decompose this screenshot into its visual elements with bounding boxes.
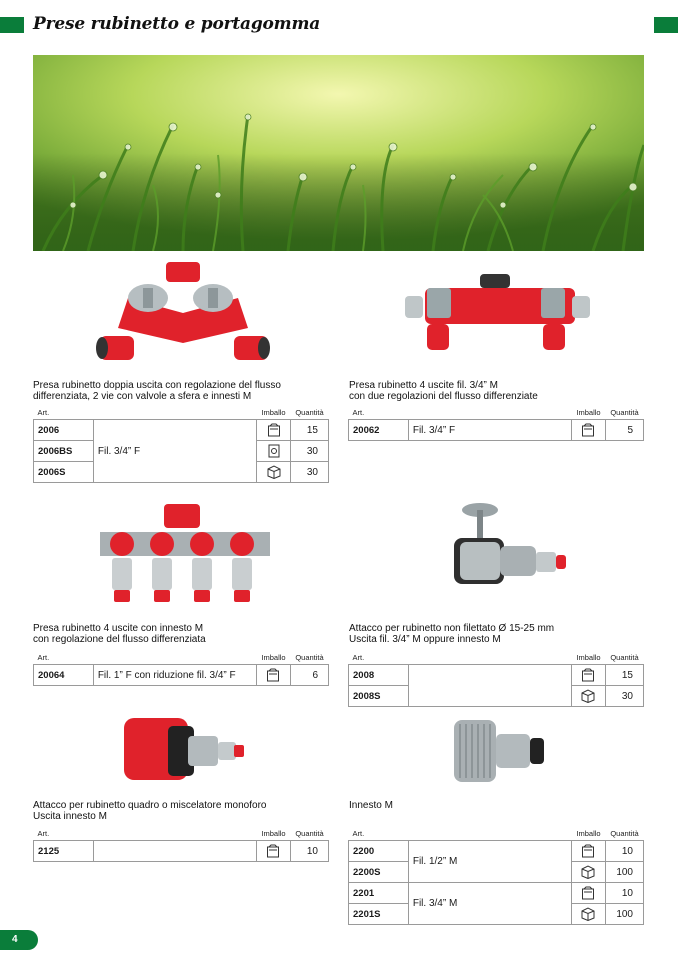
quantity: 10 [605, 841, 643, 862]
bag-icon [572, 883, 606, 904]
article-code: 2008 [349, 665, 409, 686]
product-image-2006 [88, 258, 278, 370]
product-table-2125 [33, 826, 329, 862]
col-header-imballo: Imballo [572, 405, 606, 420]
bag-icon [572, 665, 606, 686]
col-header-quantita: Quantità [605, 405, 643, 420]
col-header-art: Art. [34, 826, 94, 841]
spec-cell: Fil. 1” F con riduzione fil. 3/4” F [93, 665, 256, 686]
col-header-art: Art. [349, 650, 409, 665]
product-table-20064 [33, 650, 329, 686]
quantity: 30 [291, 441, 329, 462]
col-header-quantita: Quantità [605, 650, 643, 665]
blister-icon [257, 441, 291, 462]
article-code: 2006BS [34, 441, 94, 462]
product-image-2200 [452, 712, 548, 792]
table-row [34, 665, 329, 686]
page-title: Prese rubinetto e portagomma [33, 14, 321, 34]
quantity: 15 [605, 665, 643, 686]
col-header-imballo: Imballo [257, 405, 291, 420]
bag-icon [572, 420, 606, 441]
article-code: 2125 [34, 841, 94, 862]
table-row [34, 841, 329, 862]
article-code: 20062 [349, 420, 409, 441]
spec-cell: Fil. 3/4” F [93, 420, 256, 483]
table-row [349, 665, 644, 686]
product-description: Presa rubinetto 4 uscite con innesto M con regolazione del flusso differenziata [33, 623, 206, 645]
quantity: 100 [605, 904, 643, 925]
col-header-quantita: Quantità [290, 650, 328, 665]
quantity: 15 [291, 420, 329, 441]
quantity: 30 [291, 462, 329, 483]
box-icon [572, 904, 606, 925]
product-description: Presa rubinetto 4 uscite fil. 3/4” M con due regolazioni del flusso differenziate [349, 380, 538, 402]
col-header-art: Art. [34, 405, 94, 420]
col-header-art: Art. [349, 405, 409, 420]
quantity: 100 [605, 862, 643, 883]
product-image-2008 [440, 500, 570, 605]
box-icon [257, 462, 291, 483]
article-code: 2201S [349, 904, 409, 925]
spec-cell [408, 665, 571, 707]
col-header-imballo: Imballo [572, 826, 606, 841]
col-header-art: Art. [34, 650, 94, 665]
product-table-2200-2201 [348, 826, 644, 925]
quantity: 10 [290, 841, 328, 862]
article-code: 2008S [349, 686, 409, 707]
spec-cell: Fil. 3/4” F [408, 420, 571, 441]
spec-cell [93, 841, 256, 862]
col-header-quantita: Quantità [290, 826, 328, 841]
col-header-imballo: Imballo [257, 650, 291, 665]
spec-cell: Fil. 3/4” M [408, 883, 571, 925]
col-header-imballo: Imballo [572, 650, 606, 665]
bag-icon [257, 665, 291, 686]
bag-icon [257, 841, 291, 862]
product-table-2006 [33, 405, 329, 483]
product-table-2008 [348, 650, 644, 707]
quantity: 6 [290, 665, 328, 686]
product-description: Attacco per rubinetto non filettato Ø 15-25 mm Uscita fil. 3/4” M oppure innesto M [349, 623, 555, 645]
table-row [349, 420, 644, 441]
article-code: 2200 [349, 841, 409, 862]
grass-banner-image [33, 55, 644, 251]
quantity: 5 [605, 420, 643, 441]
col-header-quantita: Quantità [291, 405, 329, 420]
page-number: 4 [0, 930, 38, 950]
quantity: 30 [605, 686, 643, 707]
article-code: 2201 [349, 883, 409, 904]
article-code: 2200S [349, 862, 409, 883]
product-description: Innesto M [349, 800, 393, 811]
bag-icon [572, 841, 606, 862]
spec-cell: Fil. 1/2” M [408, 841, 571, 883]
product-image-20064 [100, 502, 270, 607]
product-table-20062 [348, 405, 644, 441]
col-header-imballo: Imballo [257, 826, 291, 841]
table-row [349, 841, 644, 862]
bag-icon [257, 420, 291, 441]
header-accent-right [654, 17, 678, 33]
header-accent-left [0, 17, 24, 33]
box-icon [572, 686, 606, 707]
col-header-quantita: Quantità [605, 826, 643, 841]
box-icon [572, 862, 606, 883]
product-image-2125 [118, 712, 248, 792]
article-code: 2006 [34, 420, 94, 441]
product-description: Presa rubinetto doppia uscita con regolazione del flusso differenziata, 2 vie con valvole a sfera e innesti M [33, 380, 281, 402]
quantity: 10 [605, 883, 643, 904]
col-header-art: Art. [349, 826, 409, 841]
table-row [349, 883, 644, 904]
table-row [34, 420, 329, 441]
product-image-20062 [405, 272, 590, 357]
article-code: 20064 [34, 665, 94, 686]
product-description: Attacco per rubinetto quadro o miscelatore monoforo Uscita innesto M [33, 800, 267, 822]
article-code: 2006S [34, 462, 94, 483]
